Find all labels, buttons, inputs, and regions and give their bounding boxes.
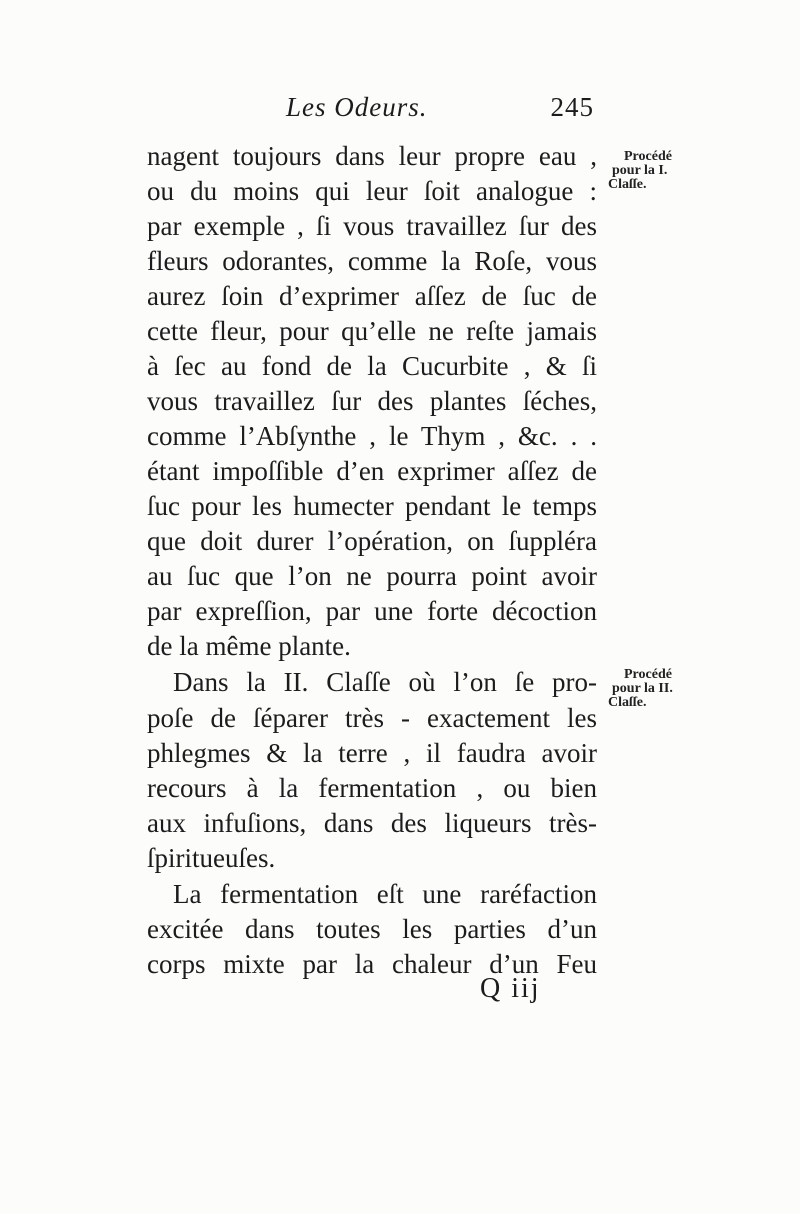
text-line-5: aurez ſoin d’exprimer aſſez de ſuc de	[147, 281, 597, 311]
text-line-19: recours à la fermentation , ou bien	[147, 773, 597, 803]
text-line-3: par exemple , ſi vous travaillez ſur des	[147, 211, 597, 241]
page-number: 245	[550, 92, 594, 122]
text-line-8: vous travaillez ſur des plantes ſéches,	[147, 386, 597, 416]
margin-note-line: Procédé	[624, 667, 672, 682]
margin-note-line: pour la II.	[612, 681, 673, 696]
margin-note-line: Claſſe.	[608, 177, 647, 192]
text-line-16: Dans la II. Claſſe où l’on ſe pro-	[173, 667, 597, 697]
signature-mark: Q iij	[480, 973, 541, 1004]
text-line-18: phlegmes & la terre , il faudra avoir	[147, 738, 597, 768]
margin-note-line: Claſſe.	[608, 695, 647, 710]
text-line-9: comme l’Abſynthe , le Thym , &c. . .	[147, 421, 597, 451]
running-title: Les Odeurs.	[286, 92, 428, 122]
text-line-23: excitée dans toutes les parties d’un	[147, 914, 597, 944]
text-line-13: au ſuc que l’on ne pourra point avoir	[147, 561, 597, 591]
text-line-12: que doit durer l’opération, on ſuppléra	[147, 526, 597, 556]
text-line-20: aux infuſions, dans des liqueurs très-	[147, 808, 597, 838]
text-line-11: ſuc pour les humecter pendant le temps	[147, 491, 597, 521]
margin-note-line: Procédé	[624, 149, 672, 164]
text-line-2: ou du moins qui leur ſoit analogue :	[147, 176, 597, 206]
text-line-4: fleurs odorantes, comme la Roſe, vous	[147, 246, 597, 276]
text-line-17: poſe de ſéparer très - exactement les	[147, 703, 597, 733]
text-line-7: à ſec au fond de la Cucurbite , & ſi	[147, 351, 597, 381]
text-line-24: corps mixte par la chaleur d’un Feu	[147, 949, 597, 979]
text-line-14: par expreſſion, par une forte décoction	[147, 596, 597, 626]
margin-note-line: pour la I.	[612, 163, 668, 178]
text-line-6: cette fleur, pour qu’elle ne reſte jamais	[147, 316, 597, 346]
margin-note-class-2	[608, 668, 718, 710]
text-line-1: nagent toujours dans leur propre eau ,	[147, 141, 597, 171]
text-line-15: de la même plante.	[147, 631, 351, 661]
page-header	[286, 92, 606, 136]
text-line-21: ſpiritueuſes.	[147, 843, 276, 873]
text-line-22: La fermentation eſt une raréfaction	[173, 879, 597, 909]
margin-note-class-1	[608, 150, 718, 192]
text-line-10: étant impoſſible d’en exprimer aſſez de	[147, 456, 597, 486]
